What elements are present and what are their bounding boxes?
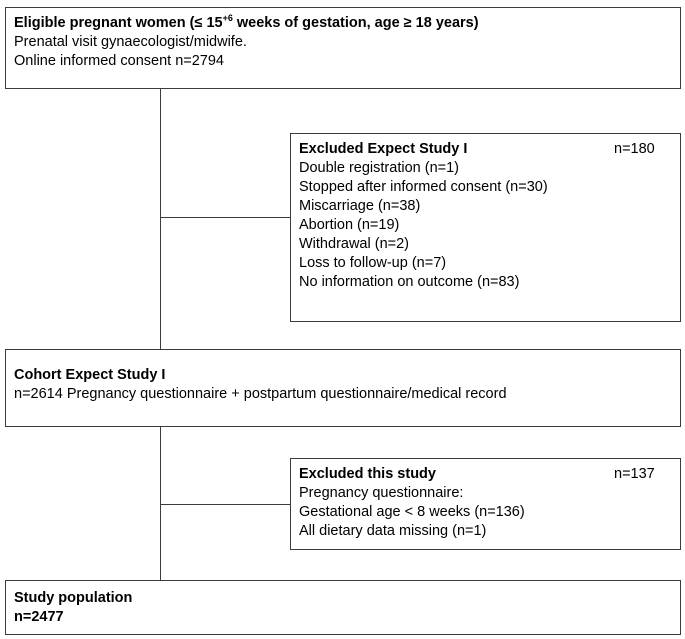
excluded-expect-reason: Miscarriage (n=38) [299,198,421,214]
excluded-study-box [290,458,681,550]
study-population-title: Study population [14,590,133,606]
excluded-expect-box [290,133,681,322]
study-population-box [5,580,681,635]
excluded-expect-reason: Loss to follow-up (n=7) [299,255,447,271]
eligible-box [5,7,681,89]
excluded-expect-title: Excluded Expect Study I [299,141,468,157]
cohort-box [5,349,681,427]
excluded-study-reason: Gestational age < 8 weeks (n=136) [299,504,525,520]
excluded-expect-reason: Double registration (n=1) [299,160,459,176]
excluded-study-reason: All dietary data missing (n=1) [299,523,487,539]
eligible-line-2: Online informed consent n=2794 [14,53,224,69]
excluded-study-count: n=137 [614,466,655,482]
excluded-expect-reason: Withdrawal (n=2) [299,236,409,252]
excluded-expect-reason: No information on outcome (n=83) [299,274,520,290]
connector-branch-excluded-2 [160,504,290,505]
cohort-line-1: n=2614 Pregnancy questionnaire + postpartum questionnaire/medical record [14,386,507,402]
excluded-study-title: Excluded this study [299,466,436,482]
excluded-study-reason: Pregnancy questionnaire: [299,485,464,501]
excluded-expect-reason: Abortion (n=19) [299,217,400,233]
excluded-expect-reason: Stopped after informed consent (n=30) [299,179,548,195]
excluded-expect-count: n=180 [614,141,655,157]
connector-main-upper [160,89,161,349]
eligible-line-1: Prenatal visit gynaecologist/midwife. [14,34,247,50]
study-population-count: n=2477 [14,609,64,625]
cohort-title: Cohort Expect Study I [14,367,166,383]
connector-branch-excluded-1 [160,217,290,218]
eligible-title: Eligible pregnant women (≤ $15^{+6}$ weeks of gestation, age ≥ 18 years) [14,13,479,31]
